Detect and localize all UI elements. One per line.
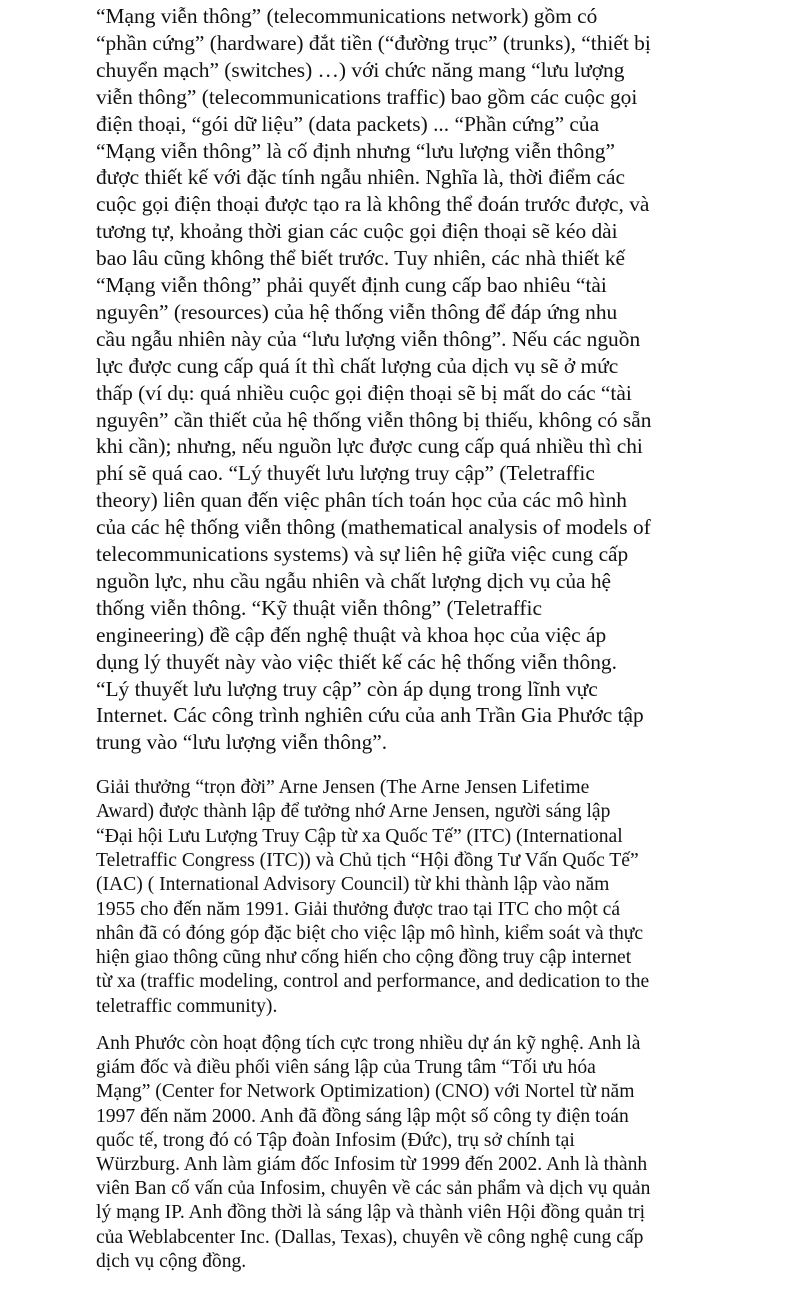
text-line: thống viễn thông. “Kỹ thuật viễn thông” (Teletraffic bbox=[96, 595, 542, 620]
text-line: Anh Phước còn hoạt động tích cực trong nhiều dự án kỹ nghệ. Anh là bbox=[96, 1033, 641, 1054]
text-line: nguồn lực, nhu cầu ngẫu nhiên và chất lượng dịch vụ của hệ bbox=[96, 568, 612, 593]
text-line: 1997 đến năm 2000. Anh đã đồng sáng lập một số công ty điện toán bbox=[96, 1105, 629, 1127]
text-line: bao lâu cũng không thể biết trước. Tuy nhiên, các nhà thiết kế bbox=[96, 246, 626, 271]
text-line: thấp (ví dụ: quá nhiều cuộc gọi điện thoại sẽ bị mất do các “tài bbox=[96, 380, 632, 405]
text-line: điện thoại, “gói dữ liệu” (data packets) ... “Phần cứng” của bbox=[96, 111, 600, 136]
text-line: nguyên” (resources) của hệ thống viễn thông để đáp ứng nhu bbox=[96, 299, 618, 324]
text-line: (IAC) ( International Advisory Council) từ khi thành lập vào năm bbox=[96, 874, 610, 896]
text-line: Mạng” (Center for Network Optimization) (CNO) với Nortel từ năm bbox=[96, 1081, 635, 1103]
text-line: “Mạng viễn thông” phải quyết định cung cấp bao nhiêu “tài bbox=[96, 273, 607, 297]
text-line: Teletraffic Congress (ITC)) và Chủ tịch “Hội đồng Tư Vấn Quốc Tế” bbox=[96, 849, 639, 871]
text-line: của Weblabcenter Inc. (Dallas, Texas), chuyên về công nghệ cung cấp bbox=[96, 1226, 644, 1248]
text-line: telecommunications systems) và sự liên hệ giữa việc cung cấp bbox=[96, 542, 629, 566]
text-line: viễn thông” (telecommunications traffic) bao gồm các cuộc gọi bbox=[96, 84, 638, 109]
text-line: “Mạng viễn thông” (telecommunications network) gồm có bbox=[96, 4, 598, 28]
text-line: 1955 cho đến năm 1991. Giải thưởng được trao tại ITC cho một cá bbox=[96, 898, 621, 920]
text-line: cầu ngẫu nhiên này của “lưu lượng viễn thông”. Nếu các nguồn bbox=[96, 326, 641, 351]
text-line: “Lý thuyết lưu lượng truy cập” còn áp dụng trong lĩnh vực bbox=[96, 676, 598, 701]
text-line: Würzburg. Anh làm giám đốc Infosim từ 1999 đến 2002. Anh là thành bbox=[96, 1154, 648, 1175]
text-line: được thiết kế với đặc tính ngẫu nhiên. Nghĩa là, thời điểm các bbox=[96, 165, 626, 190]
text-line: giám đốc và điều phối viên sáng lập của Trung tâm “Tối ưu hóa bbox=[96, 1057, 596, 1079]
text-line: tương tự, khoảng thời gian các cuộc gọi điện thoại sẽ kéo dài bbox=[96, 219, 618, 244]
text-line: trung vào “lưu lượng viễn thông”. bbox=[96, 730, 388, 755]
text-line: teletraffic community). bbox=[96, 995, 278, 1017]
text-line: lý mạng IP. Anh đồng thời là sáng lập và thành viên Hội đồng quản trị bbox=[96, 1202, 646, 1224]
text-line: Award) được thành lập để tưởng nhớ Arne Jensen, người sáng lập bbox=[96, 801, 611, 823]
text-line: nhân đã có đóng góp đặc biệt cho việc lập mô hình, kiểm soát và thực bbox=[96, 922, 644, 944]
text-line: nguyên” cần thiết của hệ thống viễn thông bị thiếu, không có sẵn bbox=[96, 407, 652, 432]
text-line: phí sẽ quá cao. “Lý thuyết lưu lượng truy cập” (Teletraffic bbox=[96, 461, 595, 486]
text-line: lực được cung cấp quá ít thì chất lượng của dịch vụ sẽ ở mức bbox=[96, 353, 619, 378]
text-line: theory) liên quan đến việc phân tích toán học của các mô hình bbox=[96, 488, 628, 513]
text-line: quốc tế, trong đó có Tập đoàn Infosim (Đức), trụ sở chính tại bbox=[96, 1129, 575, 1151]
text-line: của các hệ thống viễn thông (mathematical analysis of models of bbox=[96, 515, 651, 540]
text-line: Internet. Các công trình nghiên cứu của anh Trần Gia Phước tập bbox=[96, 703, 644, 728]
text-line: viên Ban cố vấn của Infosim, chuyên về các sản phẩm và dịch vụ quản bbox=[96, 1178, 651, 1200]
text-line: chuyển mạch” (switches) …) với chức năng mang “lưu lượng bbox=[96, 57, 625, 82]
text-line: từ xa (traffic modeling, control and performance, and dedication to the bbox=[96, 971, 650, 993]
text-line: dụng lý thuyết này vào việc thiết kế các hệ thống viễn thông. bbox=[96, 649, 617, 674]
text-line: khi cần); nhưng, nếu nguồn lực được cung cấp quá nhiều thì chi bbox=[96, 434, 643, 459]
text-line: cuộc gọi điện thoại được tạo ra là không thể đoán trước được, và bbox=[96, 192, 650, 217]
text-line: engineering) đề cập đến nghệ thuật và khoa học của việc áp bbox=[96, 622, 607, 647]
text-line: “phần cứng” (hardware) đắt tiền (“đường trục” (trunks), “thiết bị bbox=[96, 30, 651, 55]
text-line: “Mạng viễn thông” là cố định nhưng “lưu lượng viễn thông” bbox=[96, 138, 615, 163]
text-line: hiện giao thông cũng như cống hiến cho cộng đồng truy cập internet bbox=[96, 947, 632, 969]
text-line: “Đại hội Lưu Lượng Truy Cập từ xa Quốc Tế” (ITC) (International bbox=[96, 825, 623, 847]
text-line: Giải thưởng “trọn đời” Arne Jensen (The Arne Jensen Lifetime bbox=[96, 777, 590, 798]
text-line: dịch vụ cộng đồng. bbox=[96, 1250, 247, 1272]
